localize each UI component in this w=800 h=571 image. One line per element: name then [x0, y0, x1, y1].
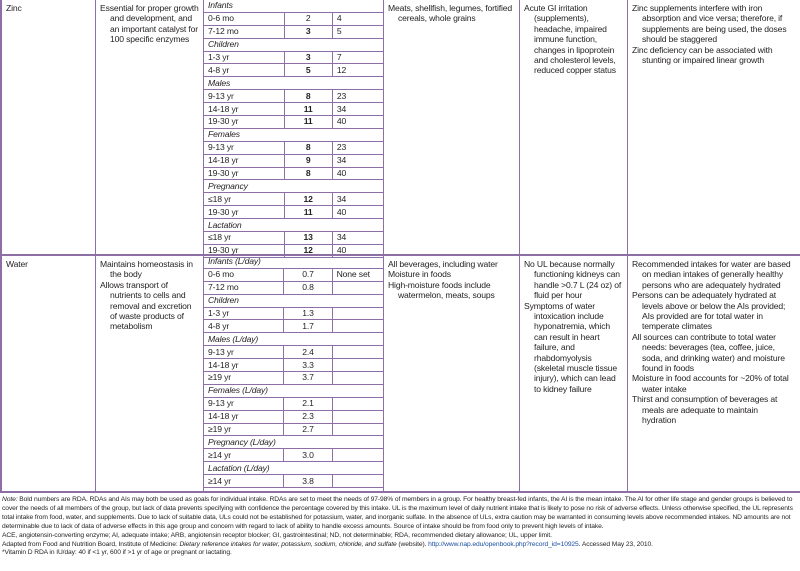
rda-ai-value: 9 — [284, 154, 332, 167]
cell-paragraph: All sources can contribute to total water needs: beverages (tea, coffee, juice, soda, and drinking water) and moisture found in foods — [632, 331, 785, 374]
intake-row — [204, 397, 383, 410]
age-cell: 7-12 mo — [204, 281, 284, 294]
function-cell — [96, 0, 204, 254]
age-cell: 4-8 yr — [204, 64, 284, 77]
vitamin-d-footnote: *Vitamin D RDA in IU/day: 40 if <1 yr, 600 if >1 yr of age or pregnant or lactating. — [2, 549, 232, 557]
rda-ai-value: 2 — [284, 12, 332, 25]
cell-paragraph: Persons can be adequately hydrated at levels above or below the AIs provided; AIs provided are for total water in temperate climates — [632, 290, 786, 332]
life-stage-group-label: Pregnancy (L/day) — [204, 436, 383, 449]
age-cell: 1-3 yr — [204, 307, 284, 320]
source-prefix: Adapted from Food and Nutrition Board, Institute of Medicine: — [2, 540, 180, 548]
age-cell: 9-13 yr — [204, 141, 284, 154]
ul-value: 34 — [332, 154, 383, 167]
ul-value — [332, 320, 383, 333]
age-cell: 1-3 yr — [204, 51, 284, 64]
intake-row — [204, 268, 383, 281]
sources-cell — [384, 0, 520, 254]
intake-row — [204, 307, 383, 320]
life-stage-group-row — [204, 219, 383, 232]
rda-ai-value: 3.3 — [284, 359, 332, 372]
rda-ai-value: 8 — [284, 90, 332, 103]
ul-value — [332, 372, 383, 385]
nutrient-name: Water — [2, 256, 96, 491]
intake-row — [204, 51, 383, 64]
rda-ai-value: 11 — [284, 206, 332, 219]
ul-value — [332, 307, 383, 320]
comments-cell — [628, 256, 798, 491]
cell-paragraph: Recommended intakes for water are based on median intakes of generally healthy persons who are adequately hydrated — [632, 259, 791, 290]
rda-ai-value: 1.7 — [284, 320, 332, 333]
rda-ai-value: 2.7 — [284, 423, 332, 436]
intake-row — [204, 154, 383, 167]
life-stage-group-row — [204, 294, 383, 307]
ul-value: 23 — [332, 141, 383, 154]
cell-paragraph: Meats, shellfish, legumes, fortified cereals, whole grains — [388, 3, 513, 24]
cell-paragraph: Zinc supplements interfere with iron absorption and vice versa; therefore, if supplements are being used, the doses should be staggered — [632, 3, 787, 45]
rda-ai-value: 0.7 — [284, 268, 332, 281]
intake-row — [204, 449, 383, 462]
age-cell: ≥19 yr — [204, 372, 284, 385]
note-text: Bold numbers are RDA. RDAs and AIs may both be used as goals for individual intake. RDAs are set to meet the needs of 97-98% of members in a group. For healthy breast-fed infants, the AI is the mean intake. The AI for other life stage and gender groups is believed to cover the needs of all members of the group, but lack of data prevents specifying with confidence the percentage covered by this intake. UL is the maximum level of daily nutrient intake that is likely to pose no risk of adverse effects. Unless otherwise specified, the UL represents total intake from food, water, and supplements. Due to lack of suitable data, ULs could not be established for potassium, water, and inorganic sulfate. In the absence of ULs, extra caution may be warranted in consuming levels above recommended intakes. ND amounts are not determinable due to lack of data of adverse effects in this age group and concern with regard to lack of ability to handle excess amounts. Source of intake should be from food only to prevent high levels of intake. — [2, 496, 793, 530]
rda-ai-value: 12 — [284, 244, 332, 257]
source-mid: (website). — [396, 540, 429, 548]
toxicity-cell — [520, 256, 628, 491]
rda-ai-value: 2.4 — [284, 346, 332, 359]
age-cell: 7-12 mo — [204, 25, 284, 38]
age-cell: 14-18 yr — [204, 359, 284, 372]
age-cell: 9-13 yr — [204, 346, 284, 359]
age-cell: 19-30 yr — [204, 116, 284, 129]
age-cell: ≥14 yr — [204, 475, 284, 488]
ul-value: 40 — [332, 167, 383, 180]
life-stage-group-label: Males (L/day) — [204, 333, 383, 346]
intake-row — [204, 193, 383, 206]
age-cell: 19-30 yr — [204, 167, 284, 180]
age-cell: ≥14 yr — [204, 449, 284, 462]
comments-cell — [628, 0, 798, 254]
cell-paragraph: All beverages, including water — [388, 259, 498, 269]
life-stage-group-label: Children — [204, 294, 383, 307]
intake-row — [204, 103, 383, 116]
life-stage-group-row — [204, 180, 383, 193]
ul-value: 34 — [332, 193, 383, 206]
cell-paragraph: Zinc deficiency can be associated with stunting or impaired linear growth — [632, 44, 773, 66]
ul-value — [332, 281, 383, 294]
ul-value: 34 — [332, 103, 383, 116]
intake-row — [204, 141, 383, 154]
rda-ai-value: 3.7 — [284, 372, 332, 385]
intake-row — [204, 281, 383, 294]
life-stage-group-label: Infants — [204, 0, 383, 12]
life-stage-group-row — [204, 128, 383, 141]
rda-ai-value: 8 — [284, 141, 332, 154]
intake-row — [204, 359, 383, 372]
ul-value: 40 — [332, 116, 383, 129]
intake-table — [204, 256, 383, 488]
rda-ai-value: 3 — [284, 51, 332, 64]
source-citation — [2, 541, 798, 550]
cell-paragraph: Thirst and consumption of beverages at meals are adequate to maintain hydration — [632, 394, 778, 426]
ul-value: 12 — [332, 64, 383, 77]
life-stage-group-row — [204, 38, 383, 51]
ul-value — [332, 449, 383, 462]
sources-cell — [384, 256, 520, 491]
ul-value: 34 — [332, 232, 383, 245]
ul-value: 7 — [332, 51, 383, 64]
cell-paragraph: Essential for proper growth and development, and an important catalyst for 100 specific enzymes — [100, 3, 199, 45]
ul-value: 40 — [332, 206, 383, 219]
rda-ai-value: 3 — [284, 25, 332, 38]
rda-ai-value: 1.3 — [284, 307, 332, 320]
rda-ai-value: 13 — [284, 232, 332, 245]
ul-value — [332, 423, 383, 436]
life-stage-group-row — [204, 436, 383, 449]
age-cell: 14-18 yr — [204, 154, 284, 167]
ul-value: 40 — [332, 244, 383, 257]
ul-value: 23 — [332, 90, 383, 103]
rda-ai-value: 3.0 — [284, 449, 332, 462]
intake-row — [204, 372, 383, 385]
ul-value: 5 — [332, 25, 383, 38]
intake-row — [204, 90, 383, 103]
life-stage-group-row — [204, 77, 383, 90]
ul-value — [332, 359, 383, 372]
life-stage-group-label: Females (L/day) — [204, 384, 383, 397]
intake-row — [204, 410, 383, 423]
rda-ai-value: 12 — [284, 193, 332, 206]
cell-paragraph: No UL because normally functioning kidneys can handle >0.7 L (24 oz) of fluid per hour — [524, 259, 622, 301]
life-stage-group-row — [204, 256, 383, 268]
table-row-zinc — [2, 0, 800, 256]
age-cell: ≤18 yr — [204, 232, 284, 245]
rda-ai-value: 5 — [284, 64, 332, 77]
age-cell: 14-18 yr — [204, 103, 284, 116]
life-stage-group-label: Lactation — [204, 219, 383, 232]
age-cell: 0-6 mo — [204, 12, 284, 25]
life-stage-group-label: Lactation (L/day) — [204, 462, 383, 475]
ul-value — [332, 397, 383, 410]
rda-ai-value: 2.1 — [284, 397, 332, 410]
toxicity-cell — [520, 0, 628, 254]
intake-row — [204, 12, 383, 25]
rda-ai-value: 3.8 — [284, 475, 332, 488]
life-stage-group-label: Infants (L/day) — [204, 256, 383, 268]
function-cell — [96, 256, 204, 491]
intake-row — [204, 64, 383, 77]
life-stage-group-row — [204, 333, 383, 346]
age-cell: 4-8 yr — [204, 320, 284, 333]
cell-paragraph: Moisture in foods — [388, 269, 451, 280]
intake-row — [204, 167, 383, 180]
life-stage-group-row — [204, 0, 383, 12]
age-cell: 0-6 mo — [204, 268, 284, 281]
intake-cell — [204, 256, 384, 491]
ul-value — [332, 346, 383, 359]
abbreviations: ACE, angiotensin-converting enzyme; AI, adequate intake; ARB, angiotensin receptor blocker; GI, gastrointestinal; ND, not determinable; RDA, recommended dietary allowance; UL, upper limit. — [2, 531, 552, 539]
cell-paragraph: Symptoms of water intoxication include hyponatremia, which can result in heart failure, and rhabdomyolysis (skeletal muscle tissue injury), which can lead to kidney failure — [524, 300, 617, 394]
intake-row — [204, 232, 383, 245]
source-title: Dietary reference intakes for water, potassium, sodium, chloride, and sulfate — [179, 540, 397, 548]
cell-paragraph: Maintains homeostasis in the body — [100, 259, 193, 280]
cell-paragraph: High-moisture foods include watermelon, meats, soups — [388, 279, 495, 301]
intake-row — [204, 116, 383, 129]
cell-paragraph: Allows transport of nutrients to cells and removal and excretion of waste products of metabolism — [100, 279, 192, 332]
age-cell: 14-18 yr — [204, 410, 284, 423]
note-paragraph — [2, 496, 798, 532]
age-cell: 19-30 yr — [204, 244, 284, 257]
life-stage-group-label: Males — [204, 77, 383, 90]
rda-ai-value: 0.8 — [284, 281, 332, 294]
source-suffix: . Accessed May 23, 2010. — [578, 540, 653, 548]
ul-value: 4 — [332, 12, 383, 25]
rda-ai-value: 11 — [284, 116, 332, 129]
intake-row — [204, 206, 383, 219]
intake-cell — [204, 0, 384, 254]
cell-paragraph: Moisture in food accounts for ~20% of total water intake — [632, 373, 789, 394]
age-cell: 19-30 yr — [204, 206, 284, 219]
age-cell: ≤18 yr — [204, 193, 284, 206]
life-stage-group-row — [204, 384, 383, 397]
note-label: Note: — [2, 496, 18, 503]
age-cell: ≥19 yr — [204, 423, 284, 436]
nutrient-name: Zinc — [2, 0, 96, 254]
ul-value: None set — [332, 268, 383, 281]
ul-value — [332, 475, 383, 488]
ul-value — [332, 410, 383, 423]
age-cell: 9-13 yr — [204, 397, 284, 410]
cell-paragraph: Acute GI irritation (supplements), headache, impaired immune function, changes in lipoprotein and cholesterol levels, reduced copper status — [524, 3, 616, 76]
life-stage-group-label: Pregnancy — [204, 180, 383, 193]
life-stage-group-label: Children — [204, 38, 383, 51]
rda-ai-value: 11 — [284, 103, 332, 116]
intake-row — [204, 475, 383, 488]
intake-row — [204, 25, 383, 38]
life-stage-group-label: Females — [204, 128, 383, 141]
rda-ai-value: 8 — [284, 167, 332, 180]
intake-row — [204, 346, 383, 359]
intake-row — [204, 423, 383, 436]
rda-ai-value: 2.3 — [284, 410, 332, 423]
table-notes — [2, 496, 798, 558]
intake-table — [204, 0, 383, 258]
intake-row — [204, 320, 383, 333]
source-link[interactable]: http://www.nap.edu/openbook.php?record_id=10925 — [428, 540, 579, 548]
age-cell: 9-13 yr — [204, 90, 284, 103]
table-row-water — [2, 256, 800, 493]
life-stage-group-row — [204, 462, 383, 475]
